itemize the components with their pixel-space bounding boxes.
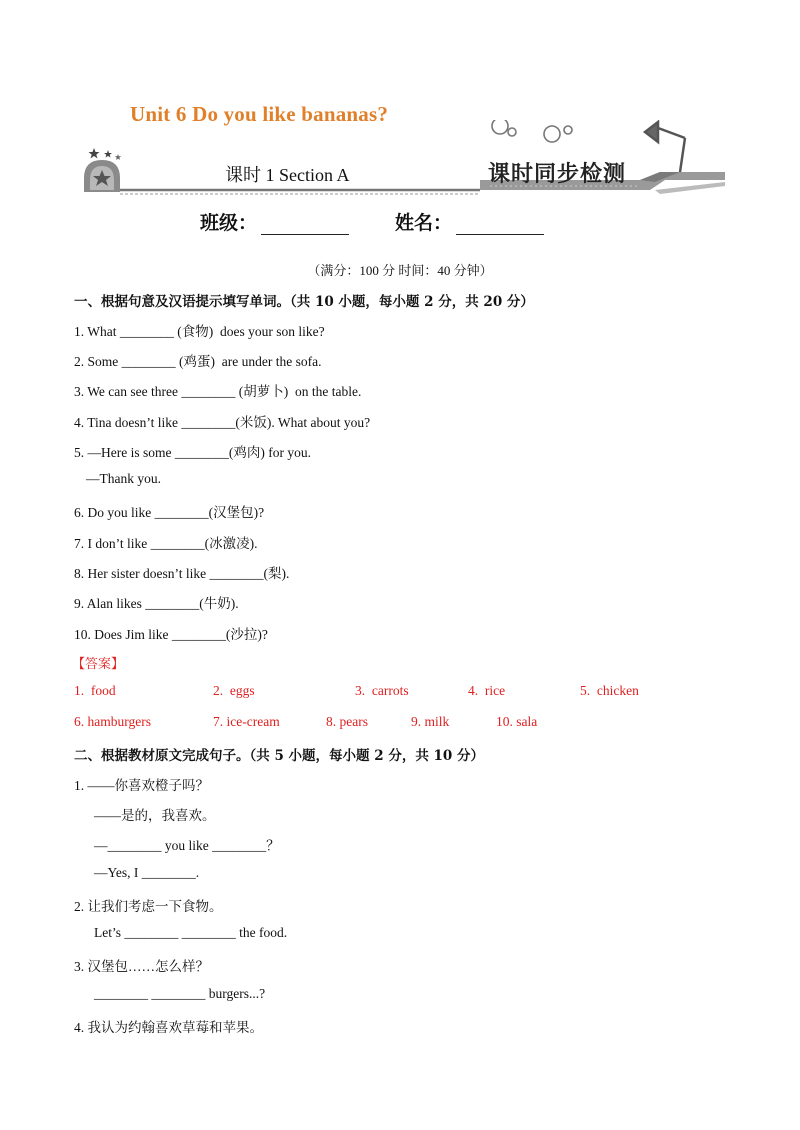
- question-line: —Yes, I ________.: [94, 865, 200, 880]
- section2-title: 二、根据教材原文完成句子。（共 5 小题，每小题 2 分，共 10 分）: [74, 748, 485, 764]
- star-badge-icon: [84, 148, 121, 192]
- answer-item: 2. eggs: [213, 683, 255, 698]
- answer-item: 3. carrots: [355, 683, 409, 698]
- header-banner: [80, 120, 725, 200]
- question-line: ——是的，我喜欢。: [94, 808, 216, 823]
- section1-title: 一、根据句意及汉语提示填写单词。（共 10 小题，每小题 2 分，共 20 分）: [74, 294, 534, 310]
- question-item: 3. We can see three ________ (胡萝卜) on the table.: [74, 384, 362, 399]
- bubbles-icon: [492, 120, 572, 142]
- answer-item: 9. milk: [411, 714, 450, 729]
- question-line: 4. 我认为约翰喜欢草莓和苹果。: [74, 1020, 263, 1035]
- question-item: —Thank you.: [86, 471, 161, 486]
- answer-label: 【答案】: [72, 657, 125, 672]
- question-line: ________ ________ burgers...?: [94, 986, 266, 1001]
- question-item: 7. I don’t like ________(冰激凌).: [74, 536, 258, 551]
- question-line: 2. 让我们考虑一下食物。: [74, 899, 223, 914]
- name-label: 姓名：: [395, 212, 453, 234]
- unit-title: Unit 6 Do you like bananas?: [130, 102, 389, 126]
- question-line: —________ you like ________？: [94, 838, 280, 853]
- question-item: 9. Alan likes ________(牛奶).: [74, 596, 239, 611]
- desk-lamp-icon: [645, 122, 685, 172]
- question-item: 10. Does Jim like ________(沙拉)?: [74, 627, 268, 642]
- answer-item: 10. sala: [496, 714, 538, 729]
- question-item: 6. Do you like ________(汉堡包)?: [74, 505, 265, 520]
- question-line: 3. 汉堡包……怎么样？: [74, 959, 209, 974]
- question-item: 8. Her sister doesn’t like ________(梨).: [74, 566, 290, 581]
- class-field: [200, 208, 349, 235]
- name-field: [395, 208, 544, 235]
- name-blank: [456, 216, 544, 235]
- question-line: Let’s ________ ________ the food.: [94, 925, 288, 940]
- class-blank: [261, 216, 349, 235]
- sync-test-title: 课时同步检测: [488, 161, 627, 187]
- class-label: 班级：: [200, 212, 258, 234]
- question-item: 5. —Here is some ________(鸡肉) for you.: [74, 445, 311, 460]
- answer-item: 4. rice: [468, 683, 506, 698]
- question-item: 1. What ________ (食物) does your son like?: [74, 324, 325, 339]
- question-item: 2. Some ________ (鸡蛋) are under the sofa.: [74, 354, 322, 369]
- question-line: 1. ——你喜欢橙子吗？: [74, 778, 209, 793]
- answer-item: 6. hamburgers: [74, 714, 151, 729]
- answer-item: 8. pears: [326, 714, 368, 729]
- answer-item: 5. chicken: [580, 683, 639, 698]
- lesson-title: 课时 1 Section A: [225, 165, 350, 185]
- answer-item: 1. food: [74, 683, 116, 698]
- answer-item: 7. ice-cream: [213, 714, 280, 729]
- score-info: （满分：100 分 时间：40 分钟）: [307, 263, 493, 278]
- question-item: 4. Tina doesn’t like ________(米饭). What about you?: [74, 415, 371, 430]
